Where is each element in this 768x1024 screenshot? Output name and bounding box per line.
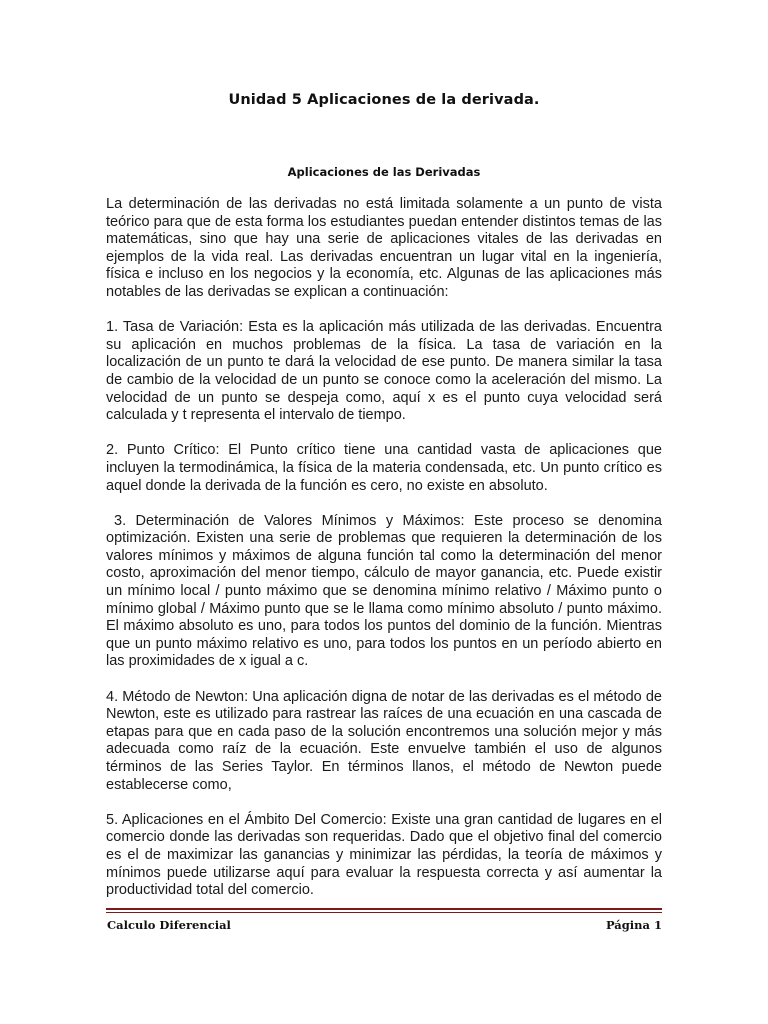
document-title: Unidad 5 Aplicaciones de la derivada. [228,92,540,108]
paragraph-valores-minimos-maximos: 3. Determinación de Valores Mínimos y Máximos: Este proceso se denomina optimización. Existen una serie de problemas que requieren la determinación de los valores mínimos y máximos de alguna función tal como la determinación del menor costo, aproximación del menor tiempo, cálculo de mayor ganancia, etc. Puede existir un mínimo local / punto máximo que se denomina mínimo relativo / Máximo punto o mínimo global / Máximo punto que se le llama como mínimo absoluto / punto máximo. El máximo absoluto es uno, para todos los puntos del dominio de la función. Mientras que un punto máximo relativo es uno, para todos los puntos en un período abierto en las proximidades de x igual a c. [106,512,662,670]
paragraph-intro: La determinación de las derivadas no está limitada solamente a un punto de vista teórico para que de esta forma los estudiantes puedan entender distintos temas de las matemáticas, sino que hay una serie de aplicaciones vitales de las derivadas en ejemplos de la vida real. Las derivadas encuentran un lugar vital en la ingeniería, física e incluso en los negocios y la economía, etc. Algunas de las aplicaciones más notables de las derivadas se explican a continuación: [106,196,662,300]
footer-course-name: Calculo Diferencial [107,918,231,932]
footer-divider-thin [106,912,662,913]
section-title: Aplicaciones de las Derivadas [287,165,481,179]
document-body [106,196,662,917]
paragraph-ambito-del-comercio: 5. Aplicaciones en el Ámbito Del Comercio: Existe una gran cantidad de lugares en el comercio donde las derivadas son requeridas. Dado que el objetivo final del comercio es el de maximizar las ganancias y minimizar las pérdidas, la teoría de máximos y mínimos puede utilizarse aquí para evaluar la respuesta correcta y así aumentar la productividad total del comercio. [106,811,662,899]
paragraph-punto-critico: 2. Punto Crítico: El Punto crítico tiene una cantidad vasta de aplicaciones que incluyen la termodinámica, la física de la materia condensada, etc. Un punto crítico es aquel donde la derivada de la función es cero, no existe en absoluto. [106,442,662,494]
paragraph-tasa-de-variacion: 1. Tasa de Variación: Esta es la aplicación más utilizada de las derivadas. Encuentra su aplicación en muchos problemas de la física. La tasa de variación en la localización de un punto te dará la velocidad de ese punto. De manera similar la tasa de cambio de la velocidad de un punto se conoce como la aceleración del mismo. La velocidad de un punto se despeja como, aquí x es el punto cuya velocidad será calculada y t representa el intervalo de tiempo. [106,319,662,424]
footer-divider-thick [106,908,662,910]
paragraph-metodo-de-newton: 4. Método de Newton: Una aplicación digna de notar de las derivadas es el método de Newton, este es utilizado para rastrear las raíces de una ecuación en una cascada de etapas para que en cada paso de la solución encontremos una solución mejor y más adecuada como raíz de la ecuación. Este envuelve también el uso de algunos términos de las Series Taylor. En términos llanos, el método de Newton puede establecerse como, [106,688,662,793]
footer-page-number: Página 1 [605,918,662,932]
